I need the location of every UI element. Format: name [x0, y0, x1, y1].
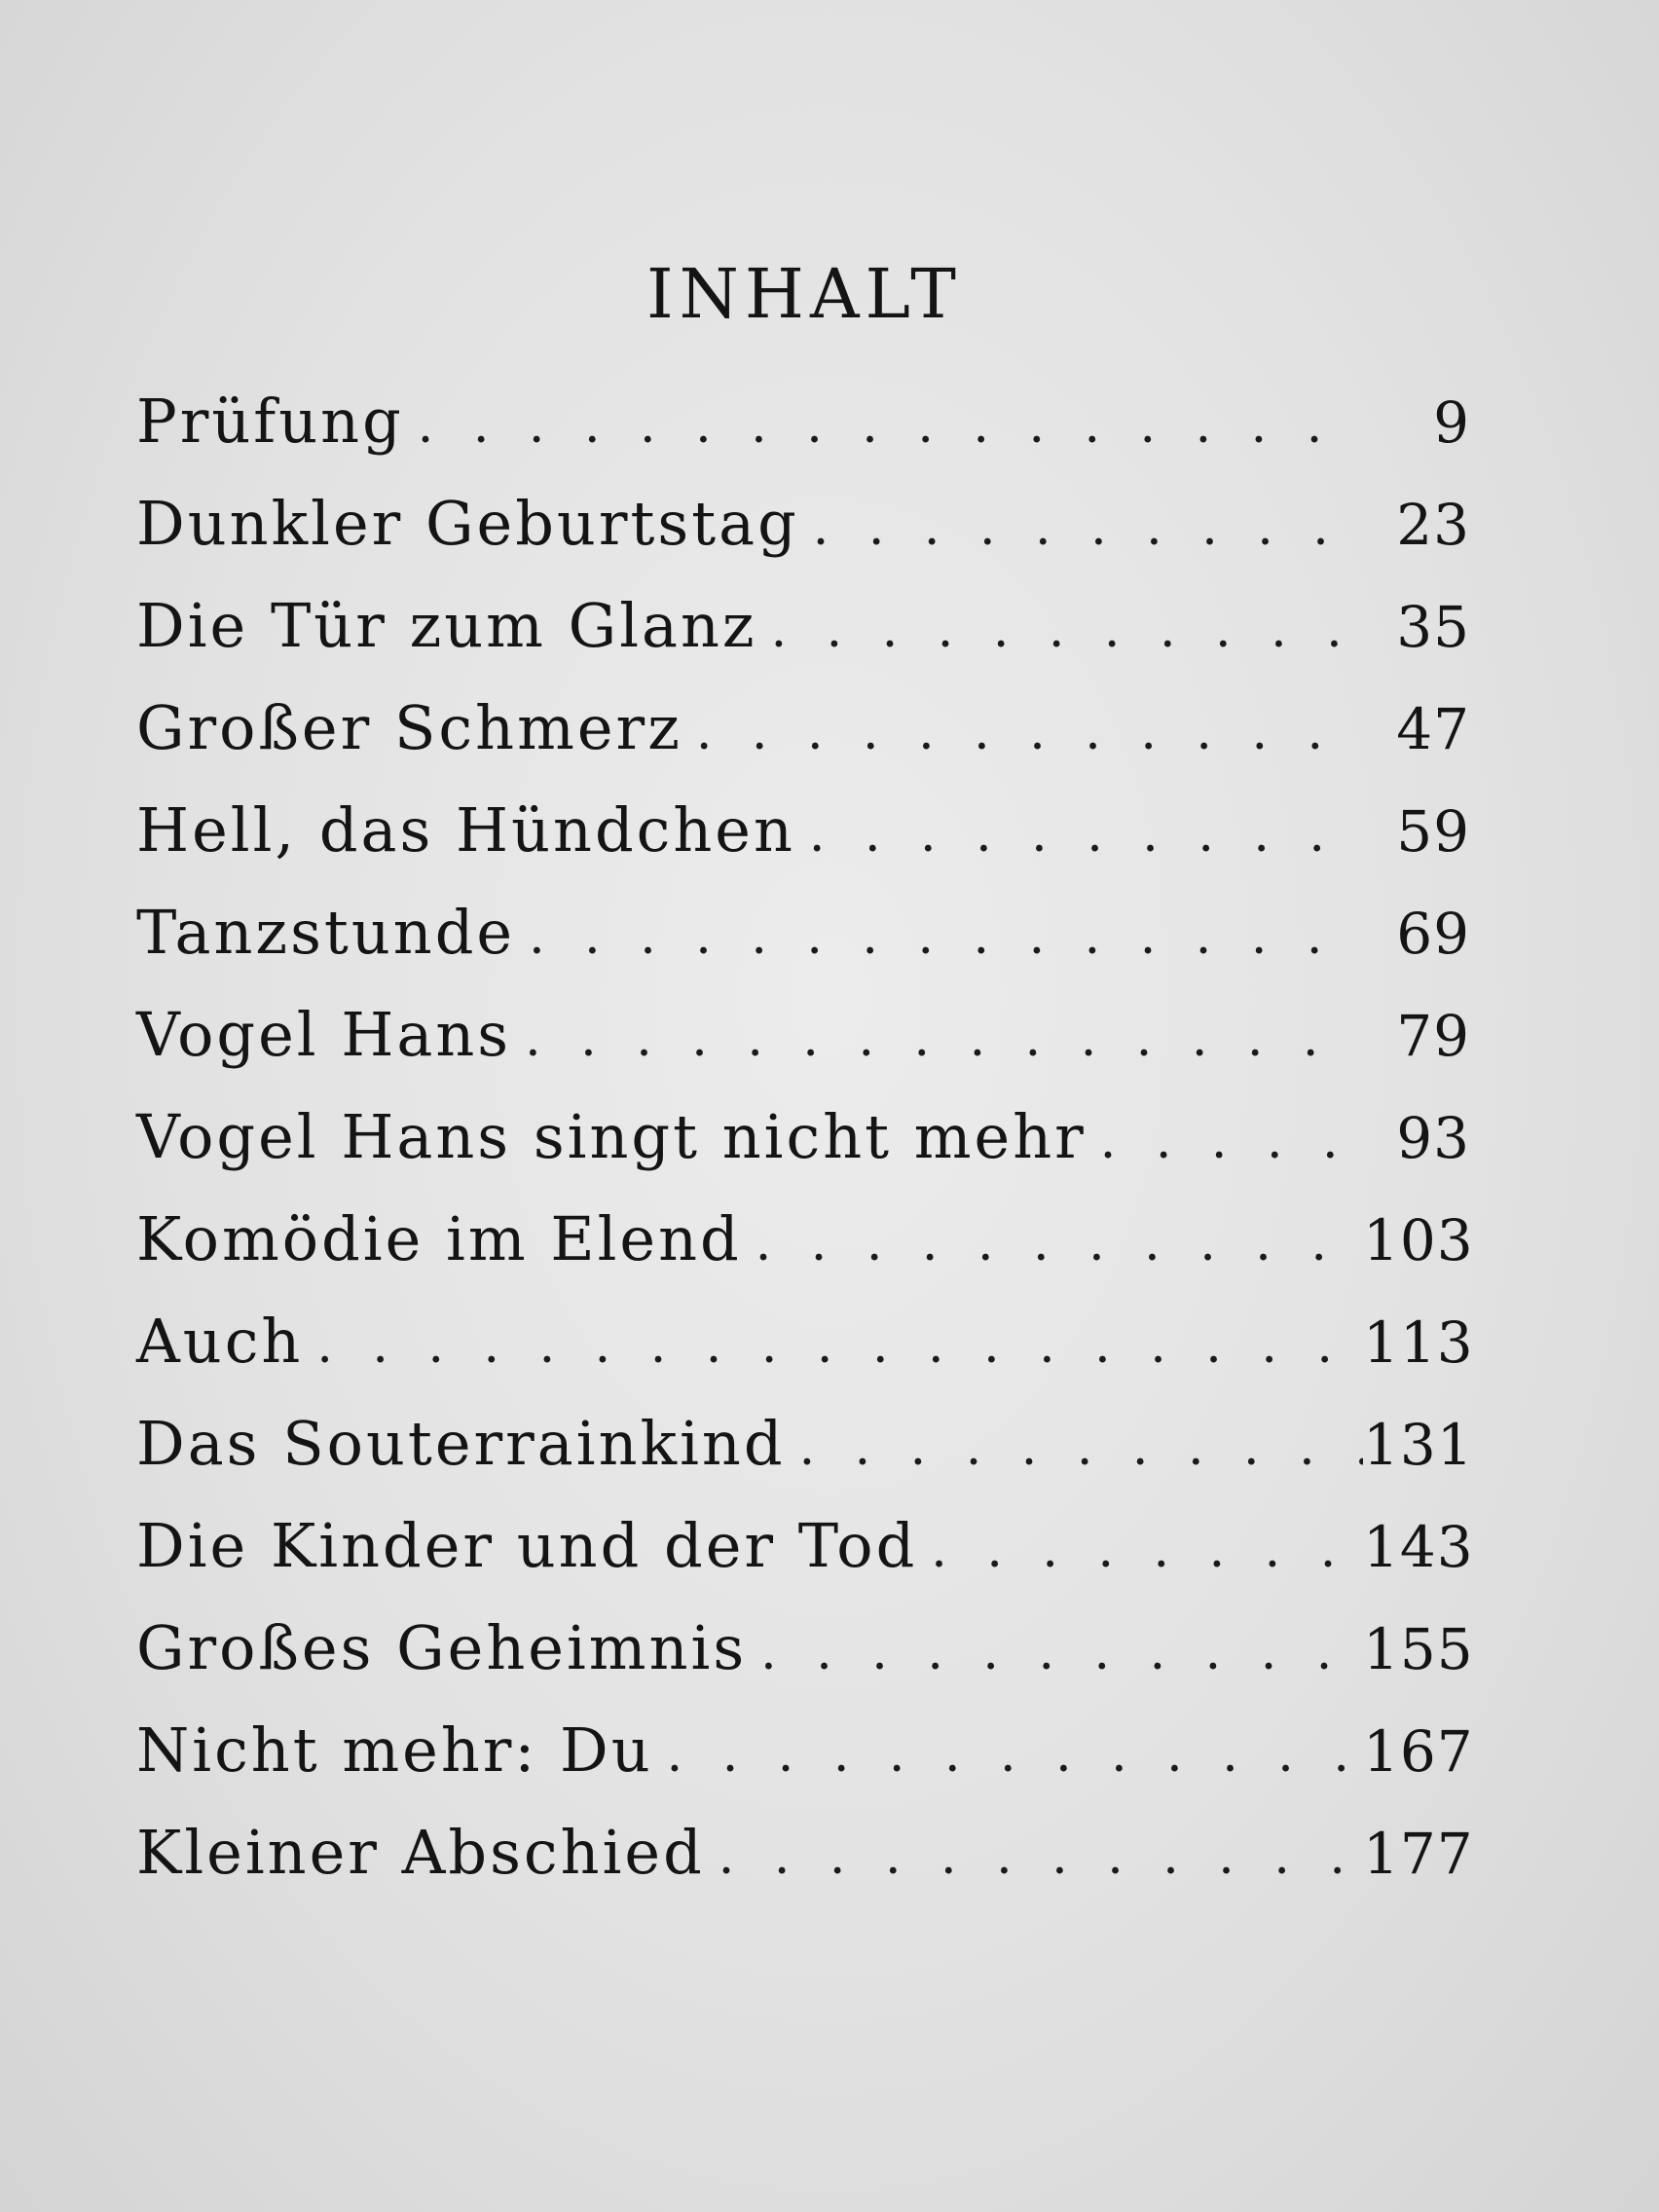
toc-entry [136, 1597, 1474, 1699]
toc-entry-page: 9 [1433, 389, 1470, 456]
dot-leader [771, 579, 1363, 682]
toc-entry-title: Das Souterrainkind [136, 1408, 786, 1479]
toc-entry-title: Tanzstunde [136, 897, 516, 968]
dot-leader [799, 1397, 1363, 1499]
dot-leader [525, 988, 1363, 1090]
dot-leader [719, 1806, 1363, 1908]
dot-leader [809, 784, 1363, 886]
dot-leader [696, 682, 1363, 784]
toc-entry [136, 677, 1470, 779]
toc-entry-page: 35 [1396, 594, 1470, 660]
dot-leader [1100, 1090, 1363, 1193]
table-of-contents [136, 370, 1474, 1903]
toc-entry-page: 79 [1396, 1003, 1470, 1069]
toc-entry-title: Nicht mehr: Du [136, 1714, 653, 1786]
dot-leader [316, 1295, 1363, 1397]
toc-entry-page: 59 [1396, 798, 1470, 865]
dot-leader [813, 477, 1363, 579]
toc-entry-title: Komödie im Elend [136, 1203, 742, 1274]
toc-entry-title: Vogel Hans singt nicht mehr [136, 1101, 1087, 1172]
toc-entry-page: 103 [1363, 1207, 1474, 1273]
toc-entry-page: 69 [1396, 901, 1470, 967]
dot-leader [931, 1499, 1363, 1602]
toc-entry-page: 23 [1396, 492, 1470, 558]
toc-entry [136, 1392, 1474, 1494]
dot-leader [756, 1193, 1363, 1295]
toc-entry [136, 1290, 1474, 1392]
toc-entry-page: 93 [1396, 1105, 1470, 1171]
toc-entry-page: 143 [1363, 1514, 1474, 1580]
toc-entry [136, 983, 1470, 1086]
dot-leader [760, 1602, 1363, 1704]
toc-entry-page: 167 [1363, 1718, 1474, 1785]
toc-entry-page: 155 [1363, 1616, 1474, 1682]
dot-leader [529, 886, 1363, 988]
toc-entry-page: 113 [1363, 1309, 1474, 1376]
toc-entry [136, 1494, 1474, 1597]
toc-entry [136, 881, 1470, 983]
dot-leader [667, 1704, 1363, 1806]
toc-entry [136, 1086, 1470, 1188]
toc-entry [136, 1188, 1474, 1290]
toc-entry-title: Großes Geheimnis [136, 1612, 748, 1683]
toc-entry-title: Die Kinder und der Tod [136, 1510, 918, 1581]
toc-entry [136, 472, 1470, 574]
toc-entry-page: 177 [1363, 1821, 1474, 1887]
toc-entry [136, 1801, 1474, 1903]
toc-entry-title: Hell, das Hündchen [136, 794, 795, 866]
toc-entry [136, 1699, 1474, 1801]
toc-entry [136, 370, 1470, 472]
toc-entry-title: Vogel Hans [136, 999, 512, 1070]
toc-entry-title: Prüfung [136, 386, 404, 457]
toc-entry-page: 47 [1396, 696, 1470, 762]
toc-entry-title: Die Tür zum Glanz [136, 590, 757, 661]
toc-entry-title: Großer Schmerz [136, 692, 682, 763]
toc-entry [136, 574, 1470, 677]
toc-entry-title: Dunkler Geburtstag [136, 488, 799, 559]
page-title: INHALT [646, 254, 962, 334]
dot-leader [418, 375, 1363, 477]
toc-entry-title: Kleiner Abschied [136, 1817, 705, 1888]
toc-entry [136, 779, 1470, 881]
toc-entry-page: 131 [1363, 1412, 1474, 1478]
toc-entry-title: Auch [136, 1306, 304, 1377]
